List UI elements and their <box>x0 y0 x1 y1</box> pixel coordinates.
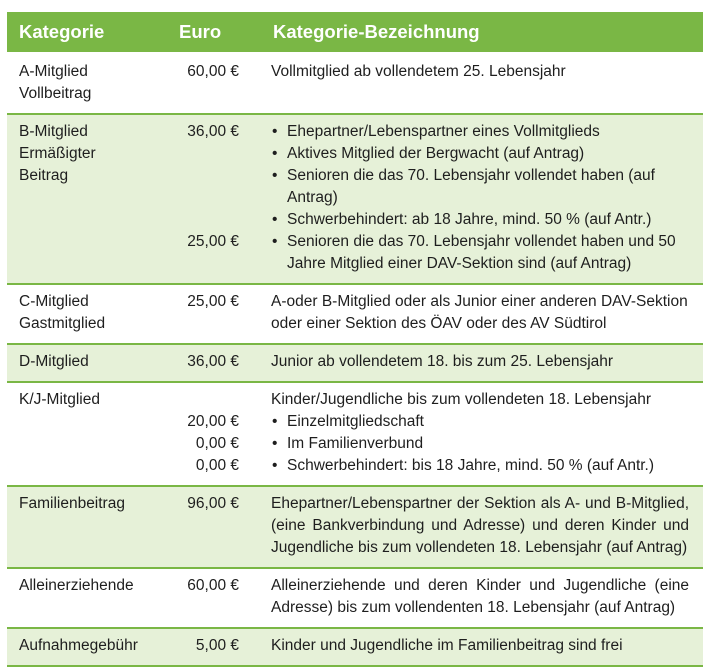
description-cell: Junior ab vollendetem 18. bis zum 25. Lebensjahr <box>261 344 703 382</box>
amount-value: 25,00 € <box>187 233 239 250</box>
fee-table-container <box>7 12 703 667</box>
header-kategorie: Kategorie <box>7 12 155 54</box>
amount-cell: 60,00 € <box>155 568 261 628</box>
list-item: • Im Familienverbund <box>271 433 689 455</box>
membership-fee-table <box>7 12 703 667</box>
amount-cell: 25,00 € <box>155 284 261 344</box>
table-row <box>7 382 703 486</box>
amount-value: 0,00 € <box>195 457 239 474</box>
description-cell <box>261 382 703 486</box>
amount-cell <box>155 114 261 284</box>
category-label: Gastmitglied <box>19 315 106 332</box>
category-label: Beitrag <box>19 167 69 184</box>
amount-cell: 36,00 € <box>155 344 261 382</box>
category-cell <box>7 344 155 382</box>
category-cell <box>7 54 155 115</box>
category-label: C-Mitglied <box>19 293 89 310</box>
table-row <box>7 54 703 115</box>
list-item: • Ehepartner/Lebenspartner eines Vollmitglieds <box>271 121 689 143</box>
category-cell <box>7 568 155 628</box>
category-label: Familienbeitrag <box>19 495 125 512</box>
category-label: B-Mitglied <box>19 123 88 140</box>
category-label: K/J-Mitglied <box>19 391 100 408</box>
category-label: Aufnahmegebühr <box>19 637 138 654</box>
list-item: • Aktives Mitglied der Bergwacht (auf Antrag) <box>271 143 689 165</box>
bullet-list <box>271 121 689 275</box>
description-intro: Kinder/Jugendliche bis zum vollendeten 18. Lebensjahr <box>271 391 651 408</box>
category-cell <box>7 628 155 666</box>
table-row <box>7 114 703 284</box>
category-cell <box>7 486 155 568</box>
list-item: • Schwerbehindert: ab 18 Jahre, mind. 50 % (auf Antr.) <box>271 209 689 231</box>
list-item: • Schwerbehindert: bis 18 Jahre, mind. 50 % (auf Antr.) <box>271 455 689 477</box>
category-cell <box>7 114 155 284</box>
description-cell: Alleinerziehende und deren Kinder und Jugendliche (eine Adresse) bis zum vollendenten 18. Lebensjahr (auf Antrag) <box>261 568 703 628</box>
amount-cell <box>155 382 261 486</box>
amount-value: 0,00 € <box>195 435 239 452</box>
header-bezeichnung: Kategorie-Bezeichnung <box>261 12 703 54</box>
table-row <box>7 628 703 666</box>
category-cell <box>7 284 155 344</box>
amount-cell: 5,00 € <box>155 628 261 666</box>
amount-cell: 96,00 € <box>155 486 261 568</box>
bullet-list <box>271 411 689 477</box>
description-cell: Vollmitglied ab vollendetem 25. Lebensjahr <box>261 54 703 115</box>
category-label: Ermäßigter <box>19 145 96 162</box>
category-label: A-Mitglied <box>19 63 88 80</box>
amount-value: 20,00 € <box>187 413 239 430</box>
description-cell: A-oder B-Mitglied oder als Junior einer anderen DAV-Sektion oder einer Sektion des ÖAV oder des AV Südtirol <box>261 284 703 344</box>
table-header-row <box>7 12 703 54</box>
table-row <box>7 284 703 344</box>
category-label: Vollbeitrag <box>19 85 92 102</box>
description-cell: Kinder und Jugendliche im Familienbeitrag sind frei <box>261 628 703 666</box>
list-item: • Einzelmitgliedschaft <box>271 411 689 433</box>
amount-cell: 60,00 € <box>155 54 261 115</box>
category-cell <box>7 382 155 486</box>
list-item: • Senioren die das 70. Lebensjahr vollendet haben und 50 Jahre Mitglied einer DAV-Sektion sind (auf Antrag) <box>271 231 689 275</box>
header-euro: Euro <box>155 12 261 54</box>
amount-value: 36,00 € <box>187 123 239 140</box>
table-row <box>7 568 703 628</box>
description-cell: Ehepartner/Lebenspartner der Sektion als A- und B-Mitglied, (eine Bankverbindung und Adresse) und deren Kinder und Jugendliche bis zum vollendeten 18. Lebensjahr (auf Antrag) <box>261 486 703 568</box>
description-cell <box>261 114 703 284</box>
table-row <box>7 486 703 568</box>
category-label: Alleinerziehende <box>19 577 134 594</box>
table-row <box>7 344 703 382</box>
list-item: • Senioren die das 70. Lebensjahr vollendet haben (auf Antrag) <box>271 165 689 209</box>
category-label: D-Mitglied <box>19 353 89 370</box>
